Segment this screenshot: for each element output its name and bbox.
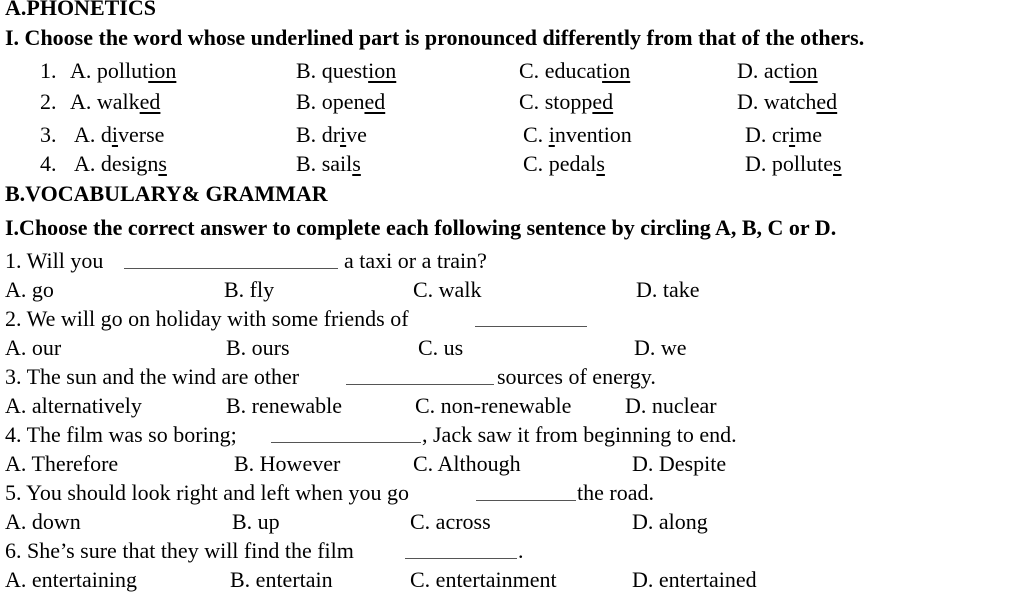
underlined-part: ion — [789, 58, 818, 83]
word-part: act — [763, 58, 790, 83]
option-b[interactable] — [296, 58, 396, 84]
option-c[interactable]: C. non-renewable — [415, 393, 572, 418]
answer-blank[interactable] — [475, 308, 587, 327]
option-c[interactable]: C. us — [418, 335, 464, 360]
word-part: pollute — [771, 151, 833, 176]
answer-blank[interactable] — [405, 540, 517, 559]
underlined-part: s — [596, 151, 605, 176]
word-part: verse — [118, 122, 165, 147]
answer-options — [0, 567, 1024, 592]
answer-options — [0, 451, 1024, 476]
option-b[interactable]: B. up — [232, 509, 280, 534]
option-b[interactable]: B. fly — [224, 277, 275, 302]
option-c[interactable] — [519, 89, 613, 115]
option-c[interactable] — [523, 122, 632, 148]
question-number: 1. — [40, 58, 57, 83]
vocabulary-instruction: I.Choose the correct answer to complete each following sentence by circling A, B, C or D. — [5, 215, 837, 240]
word-part: pedal — [548, 151, 597, 176]
underlined-part: ed — [364, 89, 386, 114]
word-part: sail — [321, 151, 353, 176]
option-b[interactable] — [296, 89, 385, 115]
option-b[interactable]: B. However — [234, 451, 341, 476]
option-a[interactable] — [74, 151, 167, 177]
phonetics-question — [0, 151, 1024, 176]
word-part: educat — [544, 58, 603, 83]
phonetics-instruction: I. Choose the word whose underlined part is pronounced differently from that of the others. — [5, 25, 865, 50]
option-a[interactable] — [70, 89, 160, 115]
word-part: walk — [96, 89, 140, 114]
option-b[interactable] — [296, 122, 367, 148]
word-part: D. — [737, 89, 759, 114]
phonetics-question — [0, 122, 1024, 147]
underlined-part: i — [111, 122, 119, 147]
question-stem: 1. Will you a taxi or a train? — [5, 248, 487, 273]
word-part: C. — [519, 89, 540, 114]
underlined-part: s — [352, 151, 361, 176]
option-c[interactable]: C. across — [410, 509, 491, 534]
word-part: d — [100, 122, 112, 147]
option-b[interactable]: B. renewable — [226, 393, 343, 418]
word-part: pollut — [96, 58, 149, 83]
word-part: C. — [519, 58, 540, 83]
option-d[interactable] — [745, 151, 842, 177]
option-a[interactable]: A. down — [5, 509, 81, 534]
option-a[interactable]: A. our — [5, 335, 62, 360]
answer-blank[interactable] — [346, 366, 494, 385]
question-number: 4. — [40, 151, 57, 176]
underlined-part: ed — [592, 89, 614, 114]
word-part: B. — [296, 151, 317, 176]
underlined-part: ion — [368, 58, 397, 83]
phonetics-title: A.PHONETICS — [5, 0, 156, 20]
option-a[interactable]: A. alternatively — [5, 393, 142, 418]
vocabulary-title: B.VOCABULARY& GRAMMAR — [5, 181, 328, 206]
option-a[interactable] — [70, 58, 176, 84]
word-part: D. — [745, 151, 767, 176]
option-a[interactable] — [74, 122, 164, 148]
option-d[interactable] — [737, 58, 818, 84]
phonetics-question — [0, 58, 1024, 83]
underlined-part: ed — [816, 89, 838, 114]
underlined-part: s — [158, 151, 167, 176]
question-stem: 6. She’s sure that they will find the film . — [5, 538, 524, 563]
option-d[interactable]: D. entertained — [632, 567, 757, 592]
word-part: D. — [737, 58, 759, 83]
answer-options — [0, 393, 1024, 418]
question-number: 3. — [40, 122, 57, 147]
answer-blank[interactable] — [476, 482, 576, 501]
question-stem: 3. The sun and the wind are other sources of energy. — [5, 364, 656, 389]
word-part: dr — [321, 122, 341, 147]
word-part: A. — [70, 58, 92, 83]
word-part: watch — [763, 89, 817, 114]
word-part: stopp — [544, 89, 593, 114]
option-d[interactable] — [745, 122, 822, 148]
question-stem: 4. The film was so boring; , Jack saw it from beginning to end. — [5, 422, 737, 447]
option-d[interactable]: D. nuclear — [625, 393, 717, 418]
word-part: quest — [321, 58, 369, 83]
question-stem: 2. We will go on holiday with some friends of — [0, 326, 1024, 327]
word-part: design — [100, 151, 159, 176]
answer-blank[interactable] — [271, 424, 421, 443]
underlined-part: i — [340, 122, 347, 147]
word-part: B. — [296, 58, 317, 83]
option-b[interactable]: B. ours — [226, 335, 290, 360]
underlined-part: i — [788, 122, 796, 147]
word-part: cr — [771, 122, 789, 147]
word-part: ve — [346, 122, 367, 147]
option-c[interactable] — [519, 58, 630, 84]
word-part: A. — [70, 89, 92, 114]
answer-options — [0, 277, 1024, 302]
answer-blank[interactable] — [124, 250, 338, 269]
option-d[interactable]: D. take — [636, 277, 700, 302]
word-part: D. — [745, 122, 767, 147]
word-part: B. — [296, 89, 317, 114]
word-part: open — [321, 89, 365, 114]
answer-options — [0, 335, 1024, 360]
option-b[interactable] — [296, 151, 361, 177]
word-part: A. — [74, 151, 96, 176]
word-part: A. — [74, 122, 96, 147]
option-d[interactable]: D. we — [634, 335, 687, 360]
option-c[interactable]: C. entertainment — [410, 567, 557, 592]
word-part: C. — [523, 122, 544, 147]
word-part: B. — [296, 122, 317, 147]
option-d[interactable] — [737, 89, 837, 115]
question-number: 2. — [40, 89, 57, 114]
question-stem: 5. You should look right and left when you go the road. — [5, 480, 654, 505]
word-part: me — [795, 122, 822, 147]
option-c[interactable]: C. Although — [413, 451, 521, 476]
option-d[interactable]: D. Despite — [632, 451, 727, 476]
option-c[interactable]: C. walk — [413, 277, 482, 302]
underlined-part: s — [833, 151, 842, 176]
option-d[interactable]: D. along — [632, 509, 708, 534]
option-b[interactable]: B. entertain — [230, 567, 333, 592]
phonetics-question — [0, 89, 1024, 114]
option-a[interactable]: A. entertaining — [5, 567, 137, 592]
underlined-part: ed — [139, 89, 161, 114]
option-a[interactable]: A. go — [5, 277, 54, 302]
underlined-part: i — [548, 122, 555, 147]
word-part: C. — [523, 151, 544, 176]
underlined-part: ion — [602, 58, 631, 83]
answer-options — [0, 509, 1024, 534]
word-part: nvention — [554, 122, 632, 147]
option-c[interactable] — [523, 151, 605, 177]
option-a[interactable]: A. Therefore — [5, 451, 119, 476]
underlined-part: ion — [148, 58, 177, 83]
